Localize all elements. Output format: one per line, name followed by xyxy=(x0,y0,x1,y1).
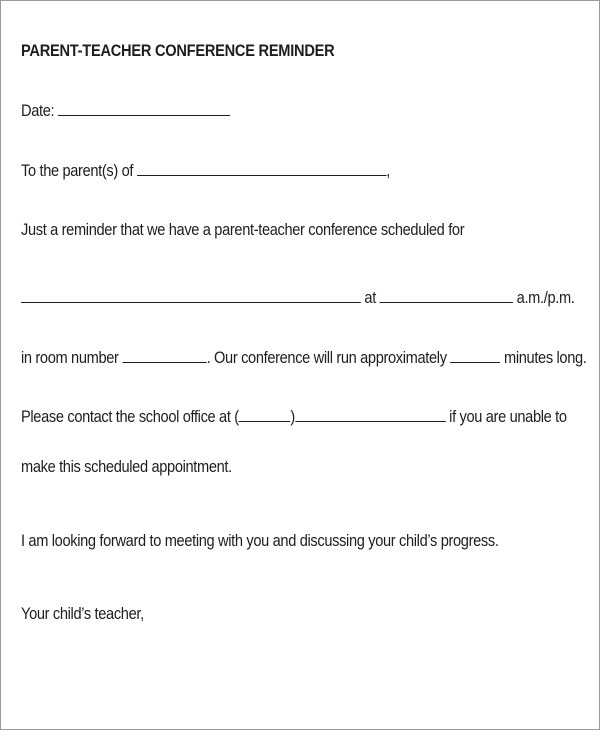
conference-text: . Our conference will run approximately xyxy=(206,348,447,367)
phone-open: ( xyxy=(234,407,239,426)
parents-comma: , xyxy=(386,161,390,180)
appointment-text: make this scheduled appointment. xyxy=(21,457,232,476)
phone-close: ) xyxy=(290,407,295,426)
schedule-row xyxy=(21,288,575,308)
phone-number-blank xyxy=(295,407,446,422)
signature-label: Your child’s teacher, xyxy=(21,604,144,623)
duration-blank xyxy=(450,348,500,363)
ampm-label: a.m./p.m. xyxy=(516,288,575,307)
date-label: Date: xyxy=(21,101,55,120)
at-label: at xyxy=(364,288,376,307)
minutes-label: minutes long. xyxy=(504,348,587,367)
area-code-blank xyxy=(239,407,291,422)
reminder-text: Just a reminder that we have a parent-teacher conference scheduled for xyxy=(21,220,465,239)
contact-text: Please contact the school office at xyxy=(21,407,231,426)
document-title: PARENT-TEACHER CONFERENCE REMINDER xyxy=(21,41,335,60)
date-row xyxy=(21,101,230,121)
unable-text: if you are unable to xyxy=(449,407,567,426)
room-row xyxy=(21,348,587,368)
date-blank xyxy=(58,101,230,116)
contact-row xyxy=(21,407,567,427)
parents-label: To the parent(s) of xyxy=(21,161,134,180)
conference-time-blank xyxy=(380,288,513,303)
parents-row xyxy=(21,161,390,181)
conference-date-blank xyxy=(21,288,361,303)
room-label: in room number xyxy=(21,348,119,367)
closing-text: I am looking forward to meeting with you and discussing your child’s progress. xyxy=(21,531,499,550)
student-name-blank xyxy=(137,161,386,176)
room-number-blank xyxy=(122,348,206,363)
